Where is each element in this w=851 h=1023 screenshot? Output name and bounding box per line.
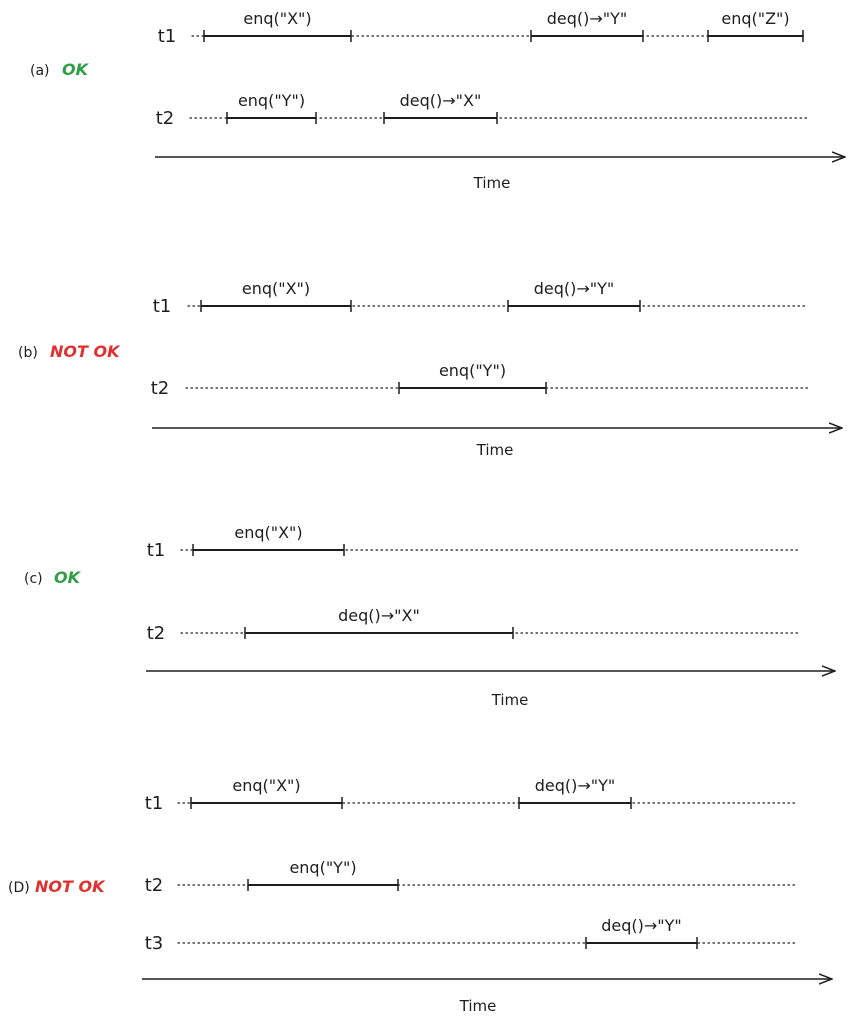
operation-label: enq("Z"): [721, 9, 790, 28]
thread-name: t1: [157, 26, 177, 47]
operation-interval: [586, 916, 697, 949]
thread-name: t2: [155, 108, 175, 129]
thread-name: t1: [152, 296, 172, 317]
operation-interval: [399, 361, 546, 394]
panel-4: [8, 776, 832, 1015]
operation-interval: [204, 9, 351, 42]
thread-name: t2: [144, 875, 164, 896]
verdict-label: OK: [62, 60, 88, 79]
thread-row-t2: [151, 361, 808, 399]
operation-interval: [201, 279, 351, 312]
time-axis-label: Time: [491, 691, 529, 709]
panel-label: (a): [30, 63, 50, 79]
thread-name: t2: [146, 623, 166, 644]
operation-label: enq("Y"): [237, 91, 306, 110]
panel-label: (D): [8, 880, 30, 896]
operation-label: enq("Y"): [289, 858, 357, 877]
operation-label: enq("X"): [234, 523, 303, 542]
panel-3: [24, 523, 835, 709]
thread-name: t1: [146, 540, 166, 561]
panel-label: (c): [24, 571, 43, 587]
operation-interval: [248, 858, 398, 891]
verdict-label: NOT OK: [35, 877, 105, 896]
verdict-label: NOT OK: [50, 342, 120, 361]
operation-interval: [508, 279, 640, 312]
thread-name: t3: [144, 933, 164, 954]
operation-label: enq("X"): [243, 9, 312, 28]
operation-label: deq()→"X": [399, 91, 482, 110]
operation-interval: [191, 776, 342, 809]
operation-interval: [227, 91, 316, 124]
thread-row-t2: [145, 858, 798, 896]
operation-interval: [708, 9, 803, 42]
operation-interval: [193, 523, 344, 556]
thread-name: t2: [150, 378, 170, 399]
thread-row-t2: [147, 606, 800, 644]
thread-row-t1: [145, 776, 798, 814]
operation-label: deq()→"Y": [534, 776, 616, 795]
operation-label: enq("Y"): [438, 361, 507, 380]
time-axis-label: Time: [459, 997, 497, 1015]
operation-label: deq()→"X": [338, 606, 420, 625]
operation-interval: [531, 9, 643, 42]
time-axis-label: Time: [476, 441, 514, 459]
time-axis-label: Time: [473, 174, 511, 192]
thread-row-t1: [153, 279, 808, 317]
thread-name: t1: [144, 793, 164, 814]
operation-label: deq()→"Y": [546, 9, 628, 28]
panel-2: [18, 279, 842, 459]
thread-row-t3: [145, 916, 798, 954]
operation-interval: [519, 776, 631, 809]
panel-label: (b): [18, 345, 38, 361]
thread-row-t1: [147, 523, 800, 561]
operation-interval: [245, 606, 513, 639]
operation-interval: [384, 91, 497, 124]
operation-label: enq("X"): [241, 279, 311, 298]
thread-row-t2: [156, 91, 808, 129]
panel-1: [30, 9, 845, 192]
thread-row-t1: [158, 9, 806, 47]
verdict-label: OK: [54, 568, 80, 587]
operation-label: deq()→"Y": [601, 916, 682, 935]
operation-label: deq()→"Y": [533, 279, 615, 298]
operation-label: enq("X"): [232, 776, 301, 795]
